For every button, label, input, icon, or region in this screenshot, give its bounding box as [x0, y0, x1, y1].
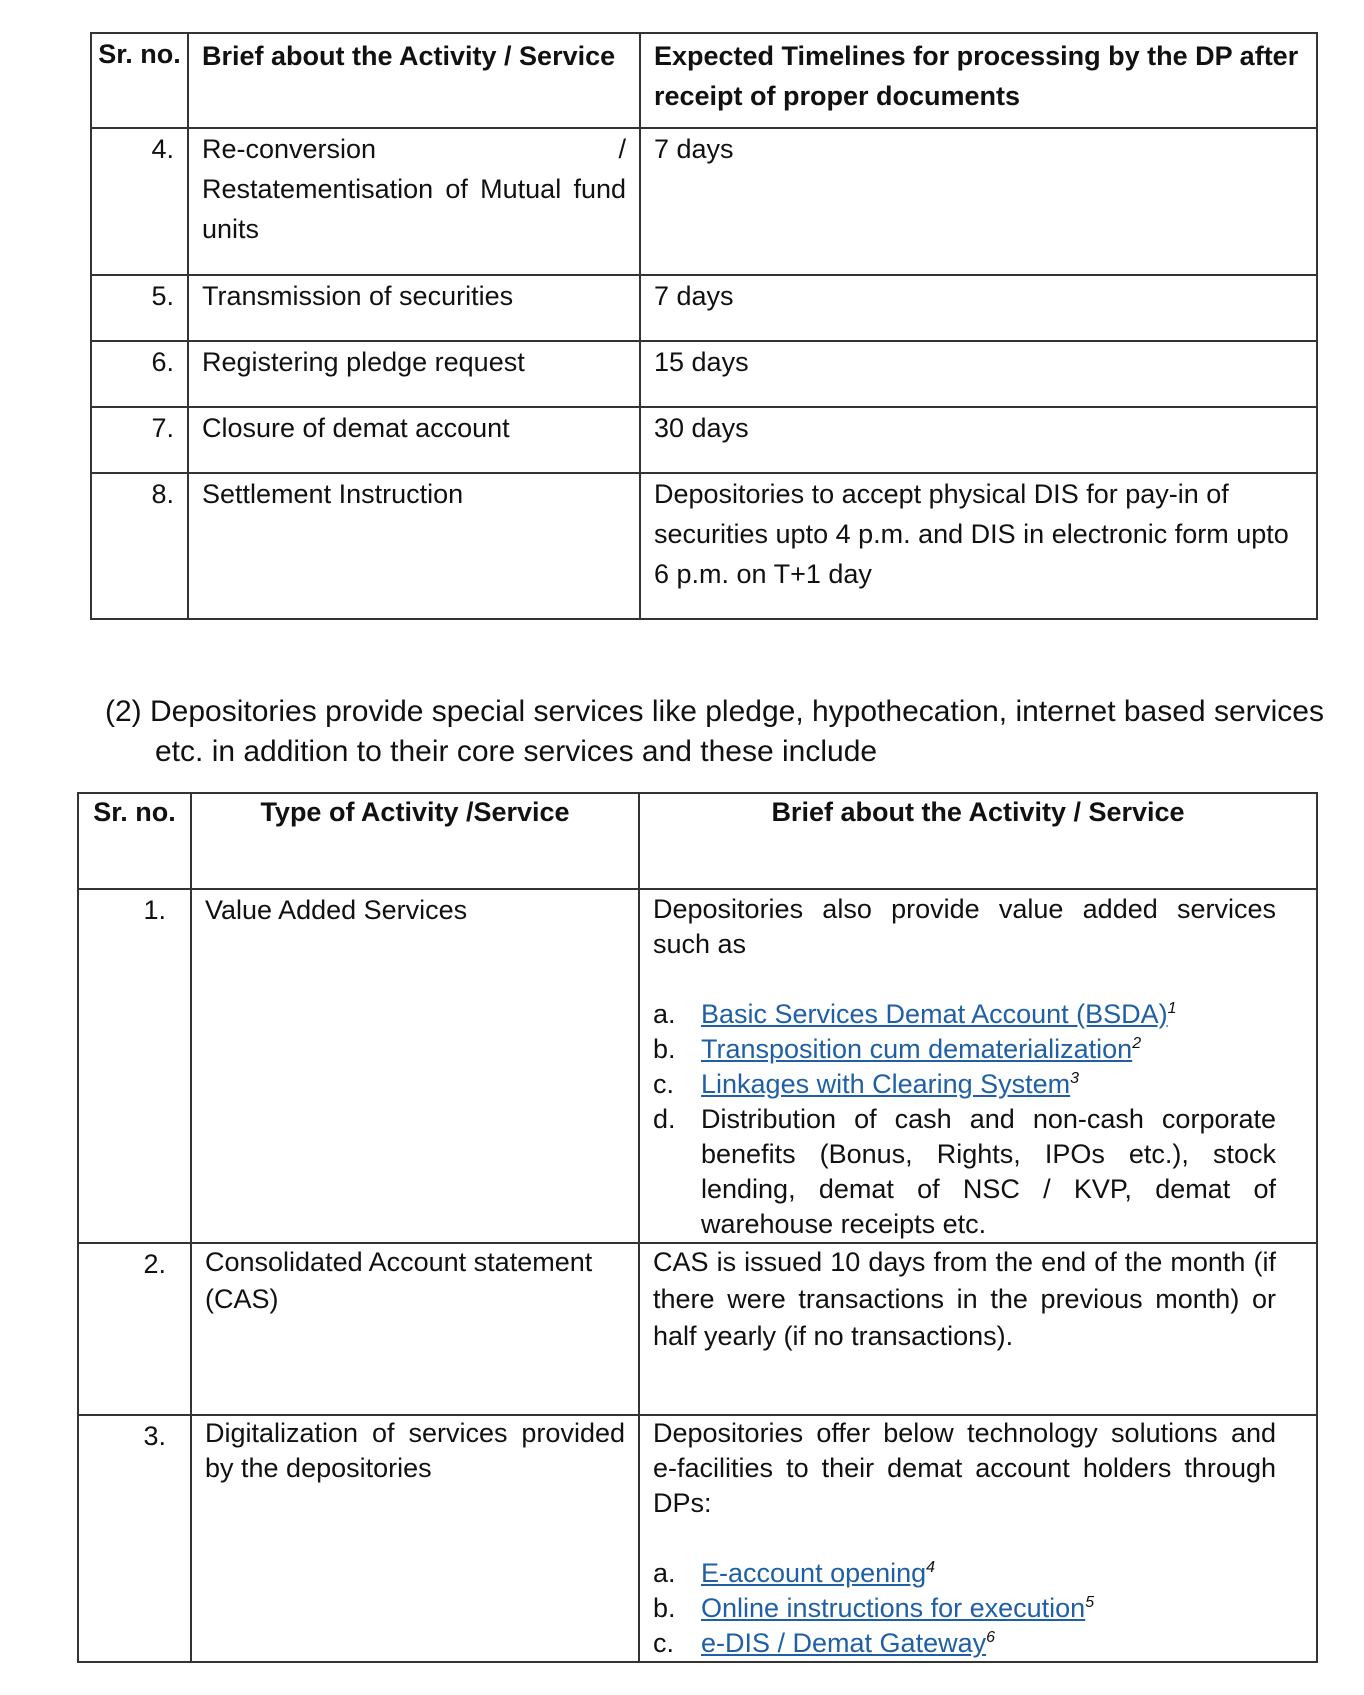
timeline: Depositories to accept physical DIS for pay-in of securities upto 4 p.m. and DIS in electronic form upto 6 p.m. on T+1 day [640, 473, 1317, 619]
list-label: a. [653, 999, 676, 1029]
table-row [78, 889, 1317, 1243]
table-row [91, 473, 1317, 619]
header-sr-no: Sr. no. [91, 33, 188, 128]
list-label: c. [653, 1628, 675, 1658]
activity-type: Digitalization of services provided by the depositories [191, 1415, 639, 1662]
activity: Transmission of securities [188, 275, 640, 341]
header-timeline: Expected Timelines for processing by the DP after receipt of proper documents [640, 33, 1317, 128]
footnote-ref: 4 [926, 1559, 936, 1576]
header-type: Type of Activity /Service [191, 793, 639, 889]
edis-demat-gateway-link[interactable]: e-DIS / Demat Gateway [701, 1628, 987, 1658]
footnote-ref: 3 [1070, 1070, 1080, 1087]
timeline: 7 days [640, 128, 1317, 275]
brief-intro: Depositories also provide value added services such as [653, 894, 1276, 959]
list-text: Distribution of cash and non-cash corporate benefits (Bonus, Rights, IPOs etc.), stock lending, demat of NSC / KVP, demat of warehouse receipts etc. [701, 1104, 1276, 1239]
timelines-table [90, 32, 1318, 620]
activity-brief [639, 1415, 1317, 1662]
bsda-link[interactable]: Basic Services Demat Account (BSDA) [701, 999, 1168, 1029]
clearing-system-link[interactable]: Linkages with Clearing System [701, 1069, 1071, 1099]
list-item [653, 1067, 1276, 1102]
timeline: 7 days [640, 275, 1317, 341]
list-label: b. [653, 1034, 676, 1064]
header-activity: Brief about the Activity / Service [188, 33, 640, 128]
activity-brief: CAS is issued 10 days from the end of the month (if there were transactions in the previous month) or half yearly (if no transactions). [639, 1243, 1317, 1415]
value-added-services-list [653, 997, 1276, 1242]
activity: Re-conversion / Restatementisation of Mutual fund units [188, 128, 640, 275]
sr-no: 4. [91, 128, 188, 275]
brief-intro: Depositories offer below technology solutions and e-facilities to their demat account holders through DPs: [653, 1418, 1276, 1518]
activity-brief [639, 889, 1317, 1243]
table-row [78, 1243, 1317, 1415]
sr-no: 2. [78, 1243, 191, 1415]
table-row [91, 128, 1317, 275]
list-item [653, 1032, 1276, 1067]
table-header-row [78, 793, 1317, 889]
list-label: a. [653, 1558, 676, 1588]
footnote-ref: 5 [1085, 1594, 1095, 1611]
activity: Settlement Instruction [188, 473, 640, 619]
sr-no: 8. [91, 473, 188, 619]
online-instructions-link[interactable]: Online instructions for execution [701, 1593, 1086, 1623]
sr-no: 1. [78, 889, 191, 1243]
sr-no: 5. [91, 275, 188, 341]
list-item [653, 997, 1276, 1032]
list-item [653, 1626, 1276, 1661]
e-account-opening-link[interactable]: E-account opening [701, 1558, 927, 1588]
footnote-ref: 6 [986, 1629, 996, 1646]
table-header-row [91, 33, 1317, 128]
list-label: d. [653, 1104, 676, 1134]
sr-no: 3. [78, 1415, 191, 1662]
table-row [78, 1415, 1317, 1662]
activity-type: Consolidated Account statement (CAS) [191, 1243, 639, 1415]
sr-no: 6. [91, 341, 188, 407]
timeline: 15 days [640, 341, 1317, 407]
list-item [653, 1591, 1276, 1626]
transposition-link[interactable]: Transposition cum dematerialization [701, 1034, 1133, 1064]
table-row [91, 275, 1317, 341]
table-row [91, 407, 1317, 473]
activity-type: Value Added Services [191, 889, 639, 1243]
list-item [653, 1556, 1276, 1591]
list-label: b. [653, 1593, 676, 1623]
list-item [653, 1102, 1276, 1242]
header-sr-no: Sr. no. [78, 793, 191, 889]
timeline: 30 days [640, 407, 1317, 473]
sr-no: 7. [91, 407, 188, 473]
activity: Closure of demat account [188, 407, 640, 473]
table-row [91, 341, 1317, 407]
footnote-ref: 2 [1132, 1035, 1142, 1052]
special-services-table [77, 792, 1318, 1663]
footnote-ref: 1 [1167, 1000, 1177, 1017]
special-services-paragraph: (2) Depositories provide special services like pledge, hypothecation, internet based services etc. in addition to their core services and these include [105, 695, 1324, 768]
digital-services-list [653, 1556, 1276, 1661]
activity: Registering pledge request [188, 341, 640, 407]
list-label: c. [653, 1069, 675, 1099]
header-brief: Brief about the Activity / Service [639, 793, 1317, 889]
